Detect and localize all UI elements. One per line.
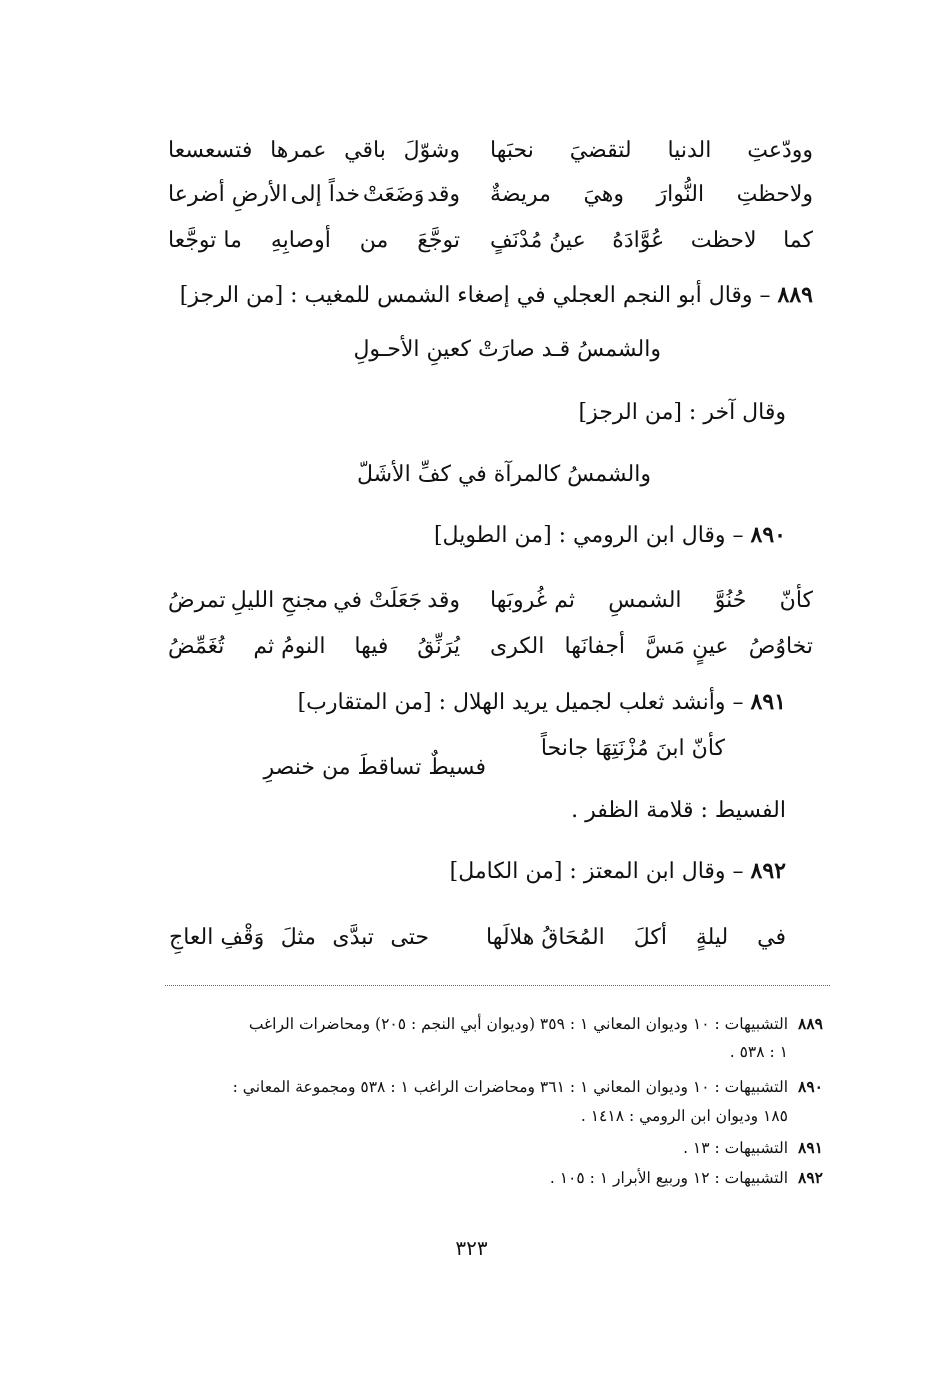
verse-single: والشمسُ قـد صارَتْ كعينِ الأحـولِ [353, 337, 661, 362]
verse-word: الدنيا [667, 137, 712, 163]
verse-first-hemistich [490, 588, 813, 613]
footnote-text-continued: ١ : ٥٣٨ . [729, 1043, 788, 1061]
verse-second-hemistich [168, 228, 460, 253]
verse-word: عمرها [270, 137, 327, 163]
entry-heading-891 [298, 689, 786, 715]
verse-word: من [359, 227, 389, 253]
verse-line [168, 626, 813, 666]
verse-word: يُرَنِّقُ [417, 633, 460, 659]
verse-first-hemistich [490, 182, 813, 207]
verse-word: وَقْفِ العاجِ [169, 924, 265, 950]
verse-word: تمرضُ [168, 587, 226, 613]
entry-text: – وأنشد ثعلب لجميل يريد الهلال : [من المتقارب] [297, 690, 744, 715]
footnote-text-continued: ١٨٥ وديوان ابن الرومي : ١٤١٨ . [580, 1107, 788, 1125]
verse-single: والشمسُ كالمرآة في كفِّ الأشَلّ [356, 462, 651, 487]
verse-first-hemistich: كأنّ ابنَ مُزْنَتِهَا جانحاً [540, 736, 725, 761]
verse-word: وهيَ [583, 181, 625, 207]
entry-heading-890 [434, 522, 786, 548]
entry-number: ٨٩٠ [750, 522, 786, 548]
verse-word: أجفانَها [564, 633, 626, 659]
verse-word: توجَّعَ [417, 227, 460, 253]
verse-word: جَعَلَتْ في [333, 587, 423, 613]
verse-word: الكرى [490, 633, 545, 659]
verse-line [168, 174, 813, 214]
verse-word: حُنُوَّ [714, 587, 747, 613]
verse-word: المُحَاقُ هلالَها [486, 924, 605, 950]
verse-word: باقي [344, 137, 386, 163]
verse-word: فيها [354, 633, 389, 659]
verse-word: تُغَمِّضُ [168, 633, 225, 659]
verse-first-hemistich [486, 925, 786, 950]
verse-second-hemistich [168, 634, 460, 659]
entry-number: ٨٩١ [750, 689, 786, 715]
verse-first-hemistich [490, 634, 813, 659]
verse-word: ليلةٍ [695, 924, 729, 950]
verse-word: مثلَ [280, 924, 316, 950]
verse-second-hemistich: فسيطٌ تساقطَ من خنصرِ [263, 755, 486, 780]
page-number: ٣٢٣ [455, 1236, 488, 1260]
verse-word: مريضةٌ [490, 181, 551, 207]
verse-word: عُوَّادَهُ [612, 227, 665, 253]
verse-word: في [757, 924, 786, 950]
entry-number: ٨٩٢ [750, 858, 786, 884]
verse-word: نحبَها [490, 137, 534, 163]
verse-word: ما توجَّعا [168, 227, 242, 253]
entry-text: – وقال ابن الرومي : [من الطويل] [433, 523, 744, 548]
verse-word: فتسعسعا [168, 137, 253, 163]
verse-word: حتى [390, 924, 429, 950]
verse-word: كأنّ [779, 587, 813, 613]
verse-line [168, 220, 813, 260]
verse-word: وشوّلَ [403, 137, 460, 163]
footnote-text: التشبيهات : ١٢ وربيع الأبرار ١ : ١٠٥ . [549, 1169, 789, 1187]
verse-word: عينٍ مَسَّ [645, 633, 729, 659]
verse-word: وقد [427, 587, 460, 613]
footnote-separator [165, 985, 830, 986]
verse-word: النُّوارَ [656, 181, 705, 207]
verse-word: لاحظت [690, 227, 757, 253]
verse-word: ثم غُروبَها [490, 587, 576, 613]
verse-word: الأرضِ أضرعا [168, 181, 288, 207]
verse-word: وقد [427, 181, 460, 207]
verse-word: أكلَ [633, 924, 667, 950]
footnote-892 [550, 1166, 823, 1190]
verse-word: لتقضيَ [569, 137, 632, 163]
entry-number: ٨٨٩ [777, 282, 813, 308]
footnote-890 [233, 1075, 823, 1099]
footnote-number: ٨٩١ [798, 1138, 823, 1157]
verse-word: ولاحظتِ [736, 181, 813, 207]
footnote-number: ٨٨٩ [798, 1014, 823, 1033]
footnote-number: ٨٩٠ [798, 1077, 823, 1096]
verse-word: النومُ ثم [253, 633, 326, 659]
footnote-text: التشبيهات : ١٠ وديوان المعاني ١ : ٣٥٩ (وديوان أبي النجم : ٢٠٥) ومحاضرات الراغب [248, 1015, 789, 1033]
verse-word: خداً إلى [290, 181, 360, 207]
footnote-889 [249, 1012, 823, 1036]
gloss-note: الفسيط : قلامة الظفر . [571, 798, 786, 823]
verse-second-hemistich [168, 182, 460, 207]
verse-word: الشمسِ [608, 587, 682, 613]
footnote-number: ٨٩٢ [798, 1168, 823, 1187]
verse-word: مجنحِ الليلِ [230, 587, 328, 613]
verse-line [168, 580, 813, 620]
verse-word: تخاوُصُ [748, 633, 813, 659]
footnote-text: التشبيهات : ١٣ . [683, 1139, 789, 1157]
verse-word: وودّعتِ [747, 137, 813, 163]
footnote-text: التشبيهات : ١٠ وديوان المعاني ١ : ٣٦١ ومحاضرات الراغب ١ : ٥٣٨ ومجموعة المعاني : [232, 1078, 789, 1096]
verse-second-hemistich [168, 588, 460, 613]
entry-heading-892 [450, 858, 786, 884]
verse-word: تبدَّى [332, 924, 374, 950]
entry-text: – وقال ابن المعتز : [من الكامل] [449, 859, 744, 884]
verse-first-hemistich [490, 228, 813, 253]
verse-word: وَضَعَتْ [362, 181, 425, 207]
verse-line [168, 130, 813, 170]
verse-first-hemistich [490, 138, 813, 163]
entry-text: – وقال أبو النجم العجلي في إصغاء الشمس للمغيب : [من الرجز] [179, 283, 771, 308]
verse-second-hemistich [169, 925, 429, 950]
verse-word: كما [783, 227, 813, 253]
verse-second-hemistich [168, 138, 460, 163]
verse-word: عينُ مُدْنَفٍ [490, 227, 586, 253]
entry-heading-889 [180, 282, 813, 308]
verse-word: أوصابِهِ [270, 227, 331, 253]
footnote-891 [683, 1136, 823, 1160]
verse-line [169, 917, 786, 957]
entry-heading-other: وقال آخر : [من الرجز] [578, 400, 786, 425]
